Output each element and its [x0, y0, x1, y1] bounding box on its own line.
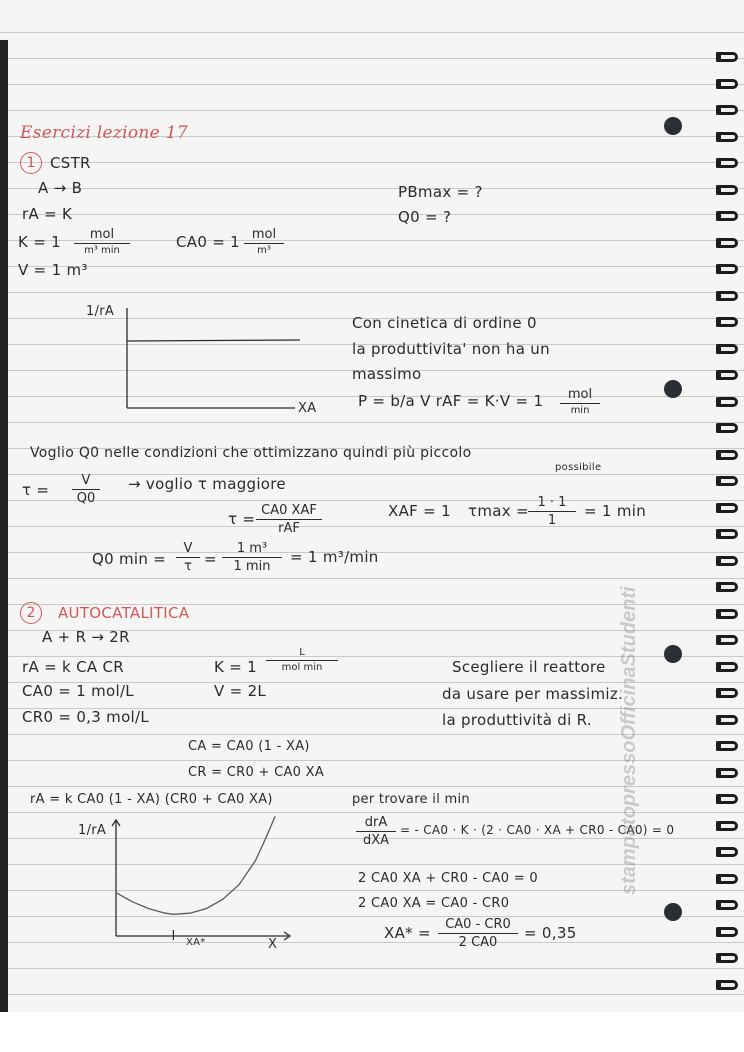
spiral-coil [716, 609, 738, 619]
spiral-coil [716, 158, 738, 168]
spiral-coil [716, 980, 738, 990]
spiral-coil [716, 874, 738, 884]
ex2-deriv-den: dXA [362, 833, 390, 848]
ex1-possible: possibile [555, 462, 602, 473]
ex1-q0min-f2-num: 1 m³ [222, 542, 282, 558]
ex1-pbmax-question: PBmax = ? [398, 183, 483, 201]
punch-hole [664, 117, 682, 135]
ex1-p-units [560, 388, 600, 416]
spiral-coil [716, 132, 738, 142]
ex1-tau-eq-frac [256, 504, 322, 535]
spiral-coil [716, 529, 738, 539]
ex1-tau-den: Q0 [76, 491, 96, 506]
ex1-q0min-result: = 1 m³/min [290, 548, 379, 566]
spiral-coil [716, 927, 738, 937]
exercise-1-number: 1 [20, 152, 42, 174]
ex2-deriv-rhs: = - CA0 · K · (2 · CA0 · XA + CR0 - CA0) = 0 [400, 823, 675, 837]
page-left-edge [0, 40, 8, 1020]
ex2-step1: 2 CA0 XA + CR0 - CA0 = 0 [358, 871, 538, 886]
ex1-volume: V = 1 m³ [18, 261, 88, 279]
ex1-k-den: m³ min [84, 245, 120, 256]
ex1-tau-eq-den: rAF [278, 521, 300, 536]
ex1-graph-curve [127, 340, 300, 341]
spiral-coil [716, 741, 738, 751]
exercise-2-heading: AUTOCATALITICA [58, 604, 190, 622]
page-title: Esercizi lezione 17 [20, 123, 188, 143]
ex1-p-den: min [570, 405, 590, 416]
ex1-comment-line2: la produttivita' non ha un [352, 340, 550, 358]
spiral-coil [716, 635, 738, 645]
ex1-graph-xlabel: XA [298, 401, 317, 416]
ex2-cr-eq: CR = CR0 + CA0 XA [188, 765, 325, 780]
ex1-tau-max-result: = 1 min [584, 502, 647, 520]
ex1-q0-question: Q0 = ? [398, 208, 452, 226]
ex1-p-formula: P = b/a V rAF = K·V = 1 [358, 392, 544, 410]
ex2-xa-star-num: CA0 - CR0 [438, 918, 518, 934]
exercise-1-heading: CSTR [50, 154, 91, 172]
punch-hole [664, 380, 682, 398]
spiral-coil [716, 582, 738, 592]
ex2-xa-star-result: = 0,35 [524, 924, 577, 942]
spiral-coil [716, 317, 738, 327]
spiral-coil [716, 794, 738, 804]
ex1-p-num: mol [560, 388, 600, 404]
ex2-k-num: L [266, 648, 338, 661]
ex2-k-lhs: K = 1 [214, 658, 257, 676]
spiral-coil [716, 370, 738, 380]
exercise-2-number: 2 [20, 602, 42, 624]
ex1-cao-num: mol [244, 228, 284, 244]
ex2-deriv-frac [356, 816, 396, 847]
ex1-cao-units [244, 228, 284, 256]
ex2-xa-star-den: 2 CA0 [458, 935, 498, 950]
spiral-coil [716, 79, 738, 89]
spiral-coil [716, 397, 738, 407]
spiral-coil [716, 450, 738, 460]
ex1-tau-max-num: 1 · 1 [528, 496, 576, 512]
ex1-graph [100, 300, 320, 420]
spiral-coil [716, 715, 738, 725]
spiral-coil [716, 264, 738, 274]
ex1-cao-den: m³ [257, 245, 271, 256]
watermark: stampatopressoOfficinaStudenti [618, 586, 640, 895]
ex2-xa-star-frac [438, 918, 518, 949]
page-bottom-edge [0, 1012, 744, 1052]
ex1-q0min-f1-den: τ [184, 559, 192, 574]
ex1-q0min-frac1 [176, 542, 200, 573]
ex1-cao-lhs: CA0 = 1 [176, 233, 241, 251]
spiral-coil [716, 423, 738, 433]
punch-hole [664, 903, 682, 921]
punch-hole [664, 645, 682, 663]
ex2-min-title: per trovare il min [352, 792, 470, 807]
spiral-coil [716, 503, 738, 513]
ex1-xaf: XAF = 1 [388, 502, 451, 520]
ex1-q0-sentence: Voglio Q0 nelle condizioni che ottimizzano quindi più piccolo [30, 445, 472, 461]
ex1-q0min-eq-sign: = [204, 550, 217, 568]
ex1-tau-max-frac [528, 496, 576, 527]
ex1-tau-frac [72, 474, 100, 505]
spiral-coil [716, 52, 738, 62]
spiral-coil [716, 344, 738, 354]
ex1-comment-line1: Con cinetica di ordine 0 [352, 314, 537, 332]
ex2-rate: rA = k CA CR [22, 658, 124, 676]
ex2-rate-full: rA = k CA0 (1 - XA) (CR0 + CA0 XA) [30, 792, 273, 807]
ex1-rate: rA = K [22, 205, 73, 223]
spiral-coil [716, 105, 738, 115]
ex2-xa-star: XA* = [384, 924, 431, 942]
ex2-deriv-num: drA [356, 816, 396, 832]
spiral-coil [716, 238, 738, 248]
spiral-coil [716, 768, 738, 778]
ex2-graph [80, 812, 300, 952]
spiral-coil [716, 185, 738, 195]
ex1-k-lhs: K = 1 [18, 233, 61, 251]
ex1-reaction: A → B [38, 179, 83, 197]
ex1-q0min-f2-den: 1 min [233, 559, 271, 574]
spiral-coil [716, 662, 738, 672]
spiral-coil [716, 688, 738, 698]
ex2-cao: CA0 = 1 mol/L [22, 682, 134, 700]
ex2-ca-eq: CA = CA0 (1 - XA) [188, 739, 310, 754]
ex2-k-units [266, 648, 338, 673]
ex1-graph-ylabel: 1/rA [86, 304, 115, 319]
spiral-coil [716, 821, 738, 831]
spiral-coil [716, 556, 738, 566]
ex2-task-line2: da usare per massimiz. [442, 685, 624, 703]
ex1-tau-max-den: 1 [547, 513, 557, 528]
ex2-graph-curve [116, 816, 275, 914]
ex2-reaction: A + R → 2R [42, 628, 130, 646]
ex1-tau-comment: → voglio τ maggiore [128, 475, 286, 493]
spiral-coil [716, 847, 738, 857]
ex1-tau-eq: τ = [228, 510, 256, 528]
ex2-step2: 2 CA0 XA = CA0 - CR0 [358, 896, 510, 911]
ex2-cro: CR0 = 0,3 mol/L [22, 708, 150, 726]
ex2-graph-marker-label: XA* [186, 937, 206, 948]
ex2-task-line3: la produttività di R. [442, 711, 592, 729]
spiral-coil [716, 291, 738, 301]
ex2-task-line1: Scegliere il reattore [452, 658, 606, 676]
ex2-volume: V = 2L [214, 682, 267, 700]
ex1-q0min-frac2 [222, 542, 282, 573]
ex1-k-units [74, 228, 130, 256]
ex2-graph-ylabel: 1/rA [78, 823, 107, 838]
ex2-graph-xlabel: X [268, 937, 278, 952]
ex1-q0min-lhs: Q0 min = [92, 550, 167, 568]
ex2-k-den: mol min [281, 662, 323, 673]
ex1-tau-num: V [72, 474, 100, 490]
spiral-coil [716, 953, 738, 963]
ex1-tau-lhs: τ = [22, 481, 50, 499]
ex1-q0min-f1-num: V [176, 542, 200, 558]
ex1-tau-eq-num: CA0 XAF [256, 504, 322, 520]
spiral-coil [716, 476, 738, 486]
ex1-k-num: mol [74, 228, 130, 244]
spiral-coil [716, 900, 738, 910]
ex1-comment-line3: massimo [352, 365, 422, 383]
spiral-coil [716, 211, 738, 221]
spiral-binding [712, 52, 744, 1012]
ex1-tau-max-lhs: τmax = [468, 502, 529, 520]
